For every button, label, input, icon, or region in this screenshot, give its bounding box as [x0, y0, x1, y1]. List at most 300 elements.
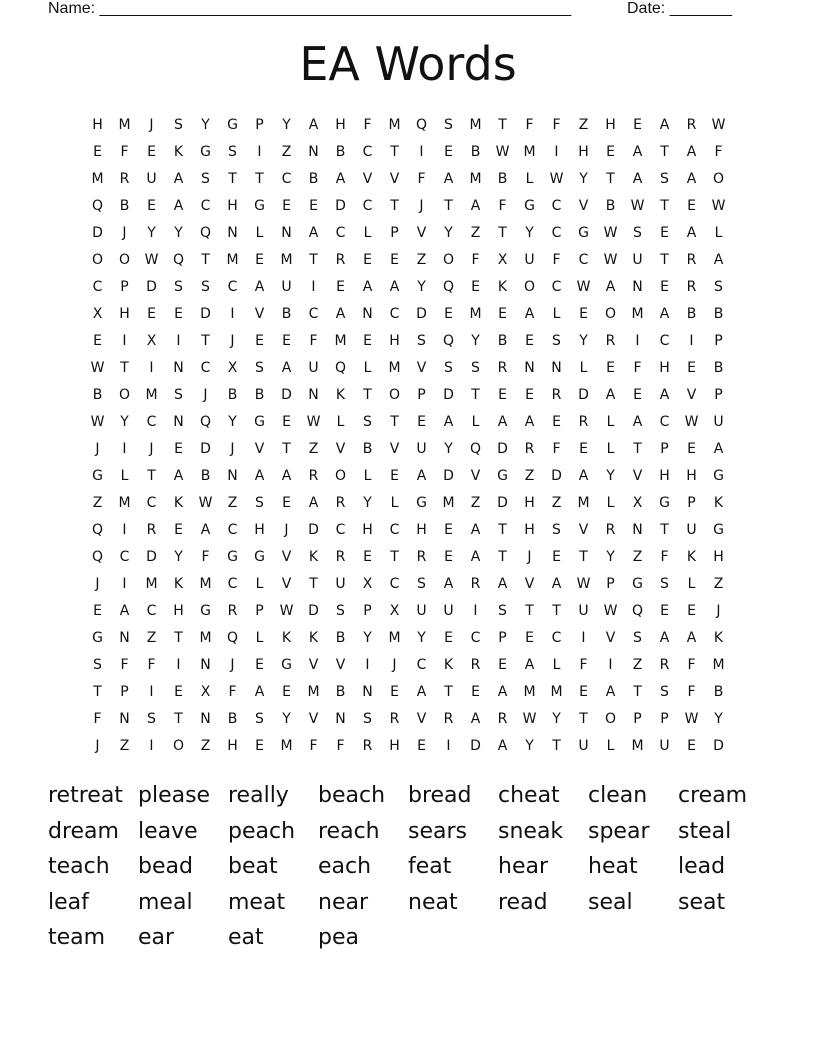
grid-letter: C [335, 521, 346, 538]
grid-letter: A [659, 116, 670, 133]
grid-letter: B [335, 629, 346, 646]
grid-letter: E [687, 602, 696, 619]
grid-letter: Q [172, 251, 185, 268]
grid-letter: B [119, 197, 130, 214]
grid-letter: G [92, 629, 103, 646]
grid-letter: U [443, 602, 454, 619]
grid-letter: T [606, 170, 615, 187]
grid-letter: E [390, 683, 399, 700]
grid-letter: P [120, 278, 129, 295]
grid-letter: E [147, 305, 156, 322]
grid-letter: S [201, 170, 210, 187]
grid-letter: M [577, 494, 590, 511]
grid-letter: S [714, 278, 723, 295]
word-list-item: sears [408, 818, 467, 844]
grid-letter: N [362, 305, 373, 322]
grid-letter: P [714, 332, 723, 349]
grid-letter: T [93, 683, 102, 700]
grid-letter: G [92, 467, 103, 484]
grid-letter: T [498, 224, 507, 241]
grid-letter: G [281, 656, 292, 673]
grid-letter: C [362, 143, 373, 160]
grid-letter: Y [282, 116, 291, 133]
grid-letter: I [473, 602, 478, 619]
word-list-item: leaf [48, 889, 89, 915]
grid-letter: T [390, 413, 399, 430]
grid-letter: V [605, 629, 616, 646]
grid-letter: A [308, 494, 319, 511]
grid-letter: S [552, 332, 561, 349]
grid-letter: K [686, 548, 697, 565]
grid-letter: N [308, 143, 319, 160]
grid-letter: M [523, 143, 536, 160]
grid-letter: S [363, 413, 372, 430]
grid-letter: T [633, 683, 642, 700]
word-list-item: peach [228, 818, 296, 844]
grid-letter: M [118, 494, 131, 511]
grid-letter: H [119, 305, 130, 322]
grid-letter: I [608, 656, 613, 673]
grid-letter: F [687, 656, 696, 673]
word-list-item: bread [408, 783, 472, 809]
grid-letter: Q [91, 548, 104, 565]
grid-letter: B [335, 143, 346, 160]
grid-letter: A [416, 683, 427, 700]
grid-letter: C [578, 251, 589, 268]
grid-letter: P [714, 386, 723, 403]
grid-letter: M [145, 386, 158, 403]
grid-letter: E [390, 467, 399, 484]
grid-letter: I [419, 143, 424, 160]
grid-letter: C [92, 278, 103, 295]
grid-letter: F [579, 656, 588, 673]
grid-letter: E [498, 386, 507, 403]
grid-letter: O [388, 386, 401, 403]
grid-letter: V [389, 170, 400, 187]
grid-letter: R [551, 386, 562, 403]
grid-letter: G [227, 548, 238, 565]
grid-letter: Y [444, 440, 453, 457]
grid-letter: B [200, 467, 211, 484]
grid-letter: Y [471, 332, 480, 349]
grid-letter: W [90, 359, 105, 376]
grid-letter: C [659, 332, 670, 349]
grid-letter: M [388, 629, 401, 646]
grid-letter: D [200, 440, 211, 457]
grid-letter: L [606, 440, 615, 457]
grid-letter: R [497, 359, 508, 376]
grid-letter: S [633, 629, 642, 646]
grid-letter: U [416, 440, 427, 457]
grid-letter: T [201, 332, 210, 349]
grid-letter: H [362, 521, 373, 538]
grid-letter: T [309, 251, 318, 268]
grid-letter: A [308, 224, 319, 241]
grid-letter: D [416, 305, 427, 322]
grid-letter: E [687, 359, 696, 376]
grid-letter: B [92, 386, 103, 403]
grid-letter: K [443, 656, 454, 673]
grid-letter: D [308, 602, 319, 619]
grid-letter: F [120, 143, 129, 160]
grid-letter: X [146, 332, 157, 349]
grid-letter: E [147, 197, 156, 214]
grid-letter: E [93, 143, 102, 160]
grid-letter: E [687, 197, 696, 214]
grid-letter: F [363, 116, 372, 133]
grid-letter: Q [226, 629, 239, 646]
grid-letter: N [200, 656, 211, 673]
grid-letter: X [497, 251, 508, 268]
grid-letter: E [93, 602, 102, 619]
grid-letter: M [91, 170, 104, 187]
grid-letter: U [659, 737, 670, 754]
grid-letter: J [203, 386, 208, 403]
grid-letter: V [416, 710, 427, 727]
grid-letter: G [254, 413, 265, 430]
grid-letter: A [470, 548, 481, 565]
grid-letter: F [228, 683, 237, 700]
grid-letter: I [230, 305, 235, 322]
grid-letter: T [309, 575, 318, 592]
grid-letter: R [146, 521, 157, 538]
grid-letter: N [632, 521, 643, 538]
grid-letter: H [173, 602, 184, 619]
grid-letter: J [95, 575, 100, 592]
grid-letter: J [149, 116, 154, 133]
grid-letter: C [389, 575, 400, 592]
grid-letter: Y [606, 548, 615, 565]
grid-letter: U [632, 251, 643, 268]
grid-letter: E [255, 251, 264, 268]
grid-letter: E [660, 224, 669, 241]
grid-letter: R [443, 710, 454, 727]
grid-letter: L [390, 494, 399, 511]
grid-letter: D [551, 467, 562, 484]
grid-letter: J [95, 440, 100, 457]
grid-letter: W [603, 224, 618, 241]
grid-letter: C [551, 197, 562, 214]
grid-letter: E [687, 440, 696, 457]
grid-letter: J [716, 602, 721, 619]
grid-letter: J [392, 656, 397, 673]
word-list-item: cheat [498, 783, 560, 809]
grid-letter: T [120, 359, 129, 376]
grid-letter: T [633, 440, 642, 457]
grid-letter: R [659, 656, 670, 673]
grid-letter: A [686, 629, 697, 646]
grid-letter: G [497, 467, 508, 484]
grid-letter: M [280, 737, 293, 754]
grid-letter: S [498, 602, 507, 619]
grid-letter: A [497, 413, 508, 430]
grid-letter: W [711, 116, 726, 133]
grid-letter: N [227, 224, 238, 241]
grid-letter: U [146, 170, 157, 187]
grid-letter: M [631, 305, 644, 322]
grid-letter: Z [227, 494, 238, 511]
grid-letter: Y [174, 224, 183, 241]
grid-letter: Q [91, 197, 104, 214]
grid-letter: K [173, 143, 184, 160]
grid-letter: Y [147, 224, 156, 241]
grid-letter: S [444, 116, 453, 133]
grid-letter: E [147, 143, 156, 160]
grid-letter: T [579, 710, 588, 727]
grid-letter: E [498, 305, 507, 322]
grid-letter: C [119, 548, 130, 565]
grid-letter: T [498, 116, 507, 133]
grid-letter: C [389, 521, 400, 538]
grid-letter: E [498, 656, 507, 673]
grid-letter: H [254, 521, 265, 538]
word-list-item: cream [678, 783, 748, 809]
grid-letter: G [524, 197, 535, 214]
grid-letter: Z [524, 467, 535, 484]
grid-letter: T [498, 521, 507, 538]
grid-letter: V [416, 359, 427, 376]
grid-letter: S [201, 278, 210, 295]
grid-letter: C [200, 359, 211, 376]
grid-letter: B [605, 197, 616, 214]
grid-letter: I [257, 143, 262, 160]
grid-letter: P [606, 575, 615, 592]
grid-letter: M [334, 332, 347, 349]
grid-letter: L [525, 170, 534, 187]
grid-letter: S [444, 359, 453, 376]
grid-letter: E [687, 737, 696, 754]
grid-letter: J [95, 737, 100, 754]
grid-letter: F [336, 737, 345, 754]
grid-letter: X [389, 602, 400, 619]
word-list-item: leave [138, 818, 198, 844]
grid-letter: S [552, 521, 561, 538]
grid-letter: M [523, 683, 536, 700]
grid-letter: R [335, 548, 346, 565]
grid-letter: F [714, 143, 723, 160]
grid-letter: E [606, 143, 615, 160]
grid-letter: E [606, 359, 615, 376]
grid-letter: E [174, 440, 183, 457]
grid-letter: A [605, 683, 616, 700]
grid-letter: M [388, 359, 401, 376]
grid-letter: T [255, 170, 264, 187]
grid-letter: A [254, 467, 265, 484]
grid-letter: H [686, 467, 697, 484]
grid-letter: E [174, 683, 183, 700]
grid-letter: N [308, 386, 319, 403]
grid-letter: D [146, 548, 157, 565]
grid-letter: L [687, 575, 696, 592]
grid-letter: S [147, 710, 156, 727]
grid-letter: W [630, 197, 645, 214]
grid-letter: V [632, 467, 643, 484]
grid-letter: S [633, 224, 642, 241]
word-list-item: dream [48, 818, 119, 844]
grid-letter: G [632, 575, 643, 592]
grid-letter: H [227, 197, 238, 214]
word-list-item: steal [678, 818, 732, 844]
grid-letter: A [578, 467, 589, 484]
grid-letter: V [470, 467, 481, 484]
grid-letter: A [605, 278, 616, 295]
grid-letter: M [199, 575, 212, 592]
grid-letter: E [363, 548, 372, 565]
grid-letter: L [363, 467, 372, 484]
grid-letter: E [282, 197, 291, 214]
grid-letter: H [416, 521, 427, 538]
grid-letter: L [471, 413, 480, 430]
word-list-item: beach [318, 783, 386, 809]
grid-letter: G [659, 494, 670, 511]
grid-letter: Y [417, 629, 426, 646]
grid-letter: R [389, 710, 400, 727]
grid-letter: E [93, 332, 102, 349]
grid-letter: A [254, 683, 265, 700]
grid-letter: N [551, 359, 562, 376]
grid-letter: H [335, 116, 346, 133]
grid-letter: E [579, 305, 588, 322]
grid-letter: L [606, 494, 615, 511]
grid-letter: J [419, 197, 424, 214]
grid-letter: X [200, 683, 211, 700]
grid-letter: T [282, 440, 291, 457]
grid-letter: E [579, 683, 588, 700]
word-list-item: meal [138, 889, 193, 915]
grid-letter: E [444, 548, 453, 565]
grid-letter: S [660, 683, 669, 700]
grid-letter: I [311, 278, 316, 295]
grid-letter: C [146, 413, 157, 430]
grid-letter: T [579, 548, 588, 565]
grid-letter: L [552, 656, 561, 673]
grid-letter: Q [334, 359, 347, 376]
grid-letter: R [605, 332, 616, 349]
word-list-item: pea [318, 925, 359, 951]
grid-letter: T [660, 143, 669, 160]
grid-letter: E [282, 683, 291, 700]
grid-letter: R [686, 278, 697, 295]
grid-letter: K [173, 575, 184, 592]
grid-letter: M [280, 251, 293, 268]
grid-letter: K [497, 278, 508, 295]
grid-letter: A [308, 116, 319, 133]
grid-letter: R [362, 737, 373, 754]
grid-letter: L [363, 224, 372, 241]
grid-letter: E [660, 278, 669, 295]
grid-letter: H [578, 143, 589, 160]
grid-letter: L [606, 737, 615, 754]
grid-letter: W [711, 197, 726, 214]
grid-letter: D [470, 737, 481, 754]
grid-letter: E [444, 305, 453, 322]
grid-letter: S [363, 710, 372, 727]
grid-letter: A [443, 170, 454, 187]
grid-letter: Y [201, 116, 210, 133]
grid-letter: H [524, 494, 535, 511]
grid-letter: Q [415, 116, 428, 133]
grid-letter: A [335, 305, 346, 322]
grid-letter: E [174, 521, 183, 538]
grid-letter: W [90, 413, 105, 430]
grid-letter: A [254, 278, 265, 295]
grid-letter: Q [199, 224, 212, 241]
grid-letter: D [497, 494, 508, 511]
word-list [48, 778, 768, 956]
grid-letter: A [713, 251, 724, 268]
grid-letter: X [227, 359, 238, 376]
grid-letter: Q [199, 413, 212, 430]
word-list-item: team [48, 925, 106, 951]
grid-letter: Y [579, 332, 588, 349]
grid-letter: Z [119, 737, 130, 754]
grid-letter: W [684, 413, 699, 430]
grid-letter: L [255, 575, 264, 592]
grid-letter: G [713, 521, 724, 538]
grid-letter: P [498, 629, 507, 646]
grid-letter: F [552, 440, 561, 457]
grid-letter: N [524, 359, 535, 376]
grid-letter: S [660, 170, 669, 187]
grid-letter: T [174, 629, 183, 646]
grid-letter: L [336, 413, 345, 430]
grid-letter: Y [363, 629, 372, 646]
grid-letter: M [469, 116, 482, 133]
grid-letter: B [254, 386, 265, 403]
grid-letter: S [228, 143, 237, 160]
grid-letter: R [470, 656, 481, 673]
grid-letter: N [119, 629, 130, 646]
grid-letter: A [335, 170, 346, 187]
grid-letter: F [417, 170, 426, 187]
grid-letter: B [362, 440, 373, 457]
grid-letter: D [497, 440, 508, 457]
grid-letter: N [281, 224, 292, 241]
grid-letter: Z [713, 575, 724, 592]
grid-letter: F [309, 737, 318, 754]
grid-letter: T [390, 197, 399, 214]
grid-letter: W [495, 143, 510, 160]
grid-letter: Y [282, 710, 291, 727]
word-list-item: each [318, 854, 372, 880]
word-list-item: bead [138, 854, 193, 880]
word-list-item: feat [408, 854, 452, 880]
grid-letter: F [120, 656, 129, 673]
grid-letter: I [446, 737, 451, 754]
grid-letter: A [362, 278, 373, 295]
grid-letter: A [497, 575, 508, 592]
grid-letter: R [308, 467, 319, 484]
grid-letter: B [227, 710, 238, 727]
grid-letter: Z [200, 737, 211, 754]
grid-letter: S [93, 656, 102, 673]
grid-letter: Y [714, 710, 723, 727]
grid-letter: O [523, 278, 536, 295]
grid-letter: I [635, 332, 640, 349]
grid-letter: X [362, 575, 373, 592]
grid-letter: E [633, 386, 642, 403]
grid-letter: C [227, 575, 238, 592]
grid-letter: B [335, 683, 346, 700]
grid-letter: A [686, 224, 697, 241]
grid-letter: S [174, 278, 183, 295]
grid-letter: Q [469, 440, 482, 457]
grid-letter: A [470, 197, 481, 214]
grid-letter: G [200, 602, 211, 619]
grid-letter: A [443, 575, 454, 592]
grid-letter: A [416, 467, 427, 484]
grid-letter: T [498, 548, 507, 565]
